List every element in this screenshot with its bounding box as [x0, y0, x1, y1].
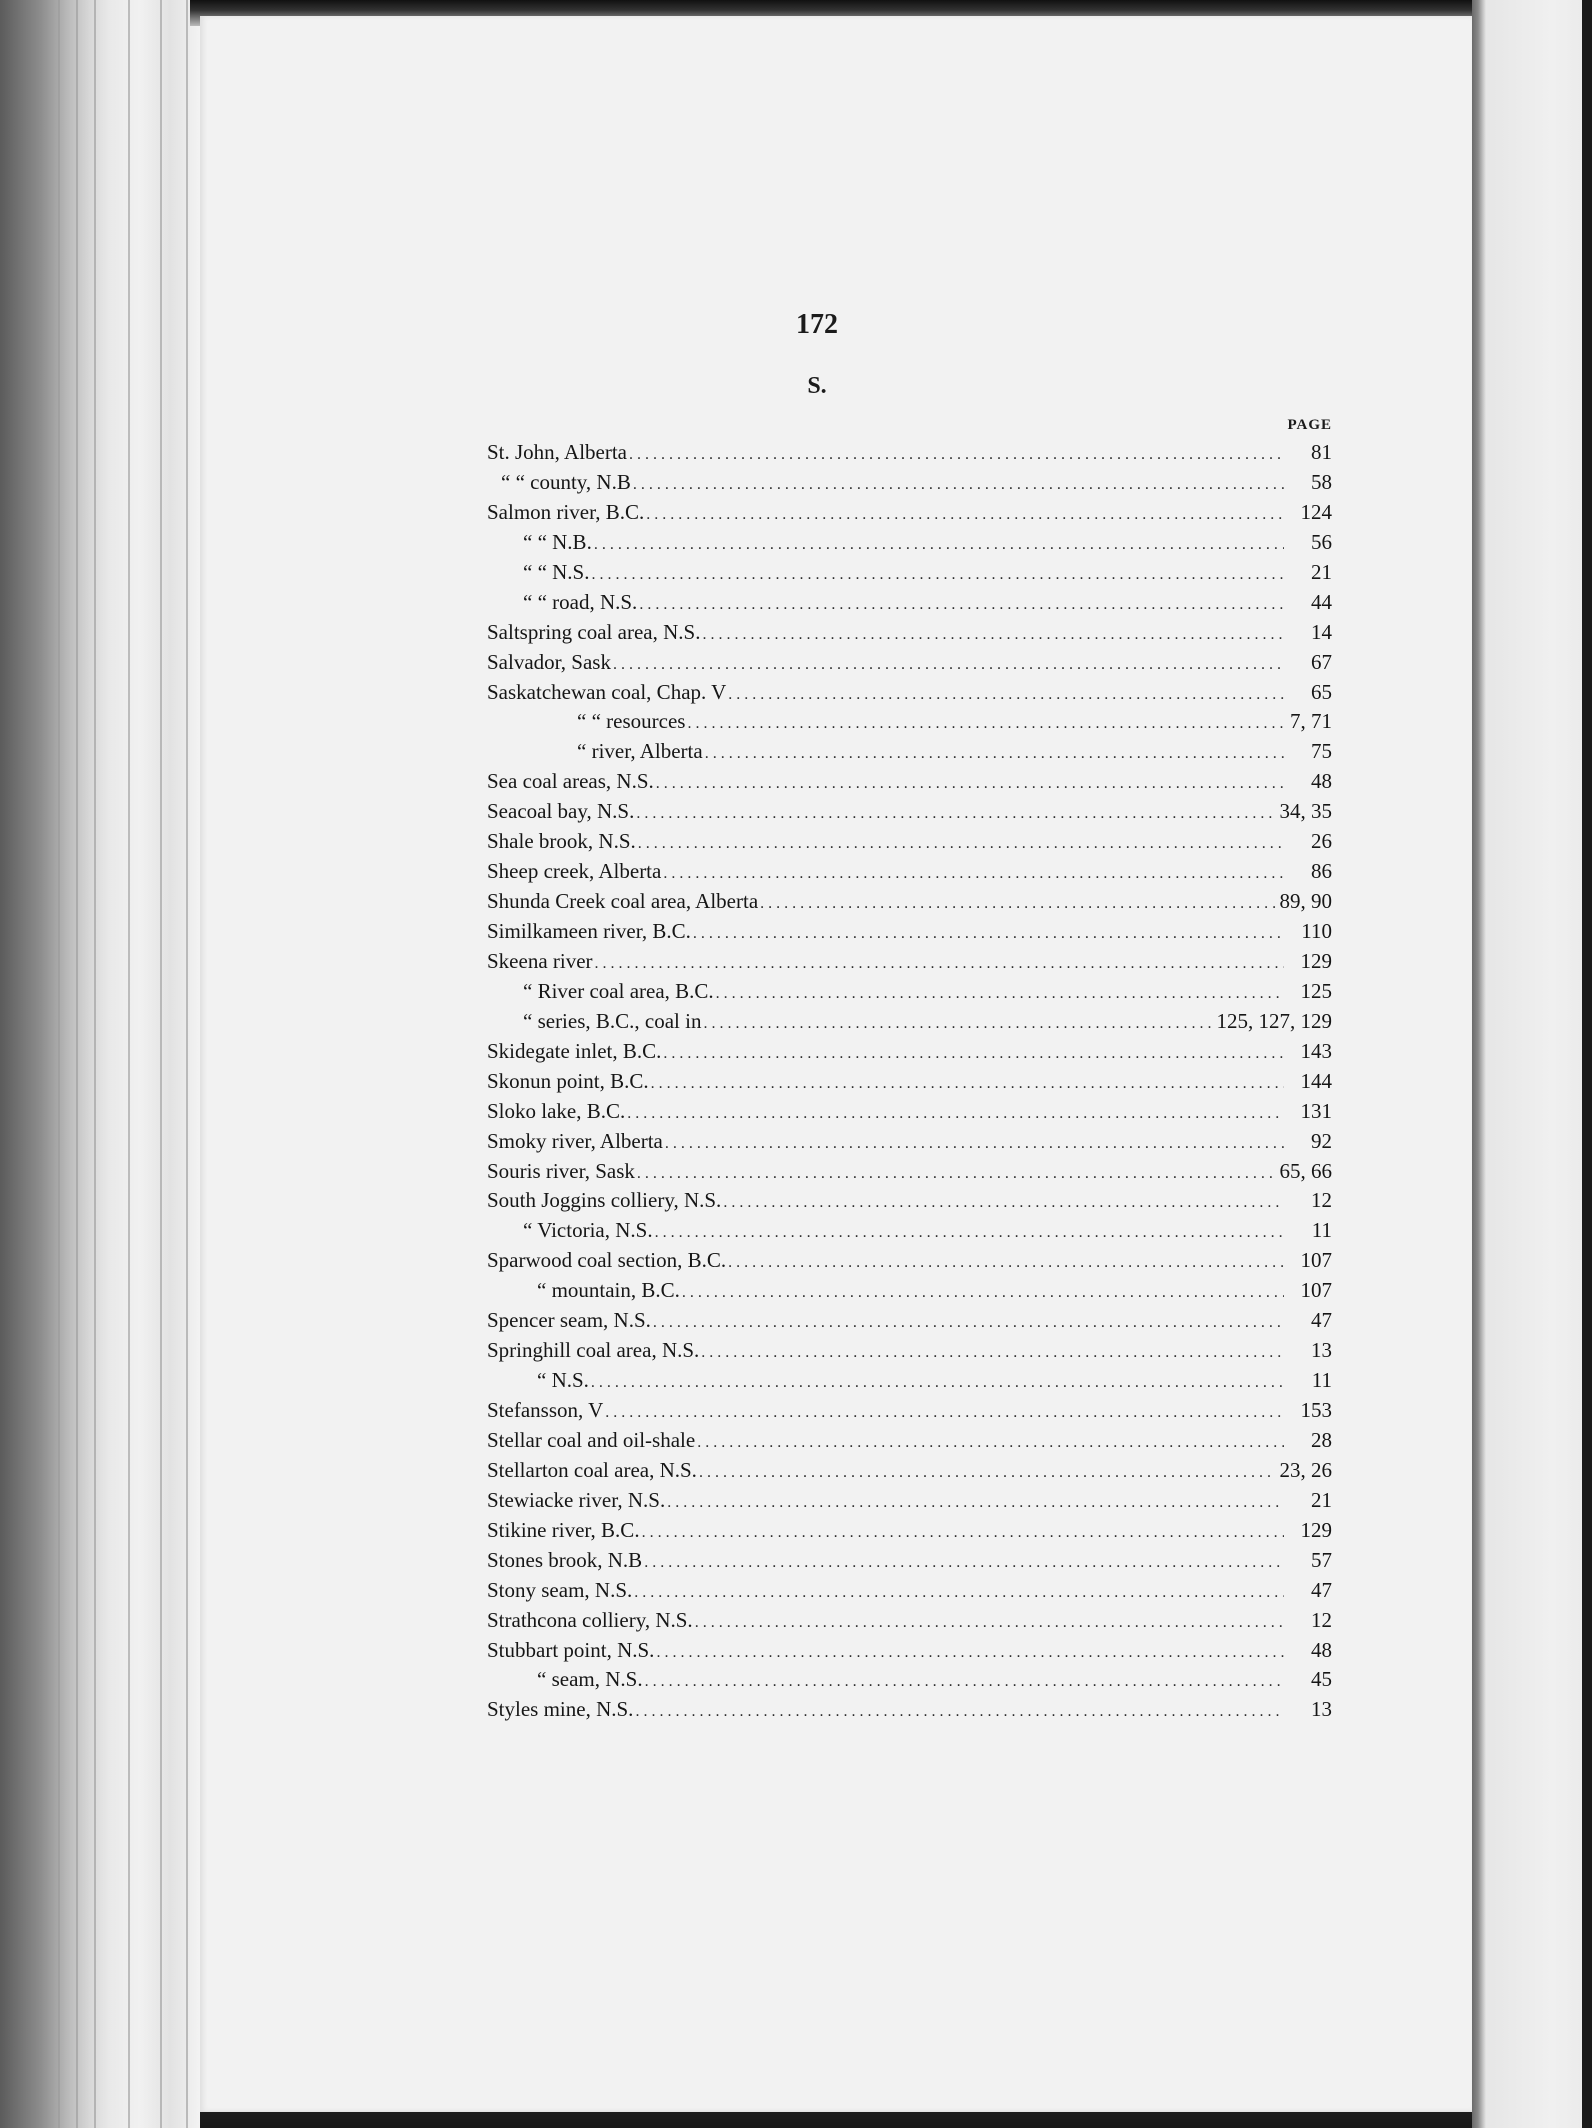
- index-entry: [487, 1426, 1332, 1456]
- entry-label: “ River coal area, B.C.: [523, 978, 714, 1003]
- entry-label: “ “ N.B.: [523, 529, 592, 554]
- dot-leader: [613, 650, 1284, 680]
- index-entry: [487, 1456, 1332, 1486]
- entry-page-numbers: 81: [1311, 440, 1332, 464]
- dot-leader: [646, 500, 1284, 530]
- entry-page-numbers: 92: [1311, 1128, 1332, 1153]
- dot-leader: [635, 1697, 1284, 1727]
- dot-leader: [637, 1159, 1276, 1189]
- page-bottom-shadow: [200, 2110, 1472, 2128]
- entry-page-numbers: 131: [1300, 1098, 1332, 1123]
- dot-leader: [702, 620, 1284, 650]
- entry-page-numbers: 7, 71: [1290, 709, 1332, 734]
- entry-page-numbers: 58: [1311, 469, 1332, 494]
- entry-label: Seacoal bay, N.S.: [487, 799, 635, 824]
- dot-leader: [653, 1308, 1284, 1338]
- entry-label: South Joggins colliery, N.S.: [487, 1188, 722, 1213]
- index-entry: [487, 438, 1332, 468]
- index-entry: [487, 1366, 1332, 1396]
- dot-leader: [629, 440, 1284, 470]
- entry-page-numbers: 14: [1311, 619, 1332, 644]
- dot-leader: [642, 1518, 1284, 1548]
- index-entry: [487, 678, 1332, 708]
- index-entry: [487, 1606, 1332, 1636]
- dot-leader: [705, 739, 1284, 769]
- entry-label: Stony seam, N.S.: [487, 1577, 633, 1602]
- dot-leader: [656, 769, 1284, 799]
- index-entry: [487, 827, 1332, 857]
- index-entry: [487, 1127, 1332, 1157]
- entry-label: Springhill coal area, N.S.: [487, 1338, 700, 1363]
- dot-leader: [728, 680, 1284, 710]
- page-number: 172: [796, 309, 838, 340]
- entry-page-numbers: 13: [1311, 1697, 1332, 1722]
- dot-leader: [592, 560, 1285, 590]
- entry-label: “ “ N.S.: [523, 559, 590, 584]
- entry-label: Skidegate inlet, B.C.: [487, 1038, 662, 1063]
- page-edge-line: [160, 0, 162, 2128]
- entry-page-numbers: 67: [1311, 649, 1332, 674]
- entry-page-numbers: 57: [1311, 1547, 1332, 1572]
- dot-leader: [638, 829, 1284, 859]
- entry-page-numbers: 12: [1311, 1607, 1332, 1632]
- entry-page-numbers: 129: [1300, 1517, 1332, 1542]
- entry-label: Sparwood coal section, B.C.: [487, 1248, 727, 1273]
- entry-page-numbers: 153: [1300, 1398, 1332, 1422]
- entry-page-numbers: 107: [1300, 1248, 1332, 1273]
- dot-leader: [645, 1667, 1284, 1697]
- entry-label: Stones brook, N.B: [487, 1547, 643, 1572]
- page-edge-line: [94, 0, 96, 2128]
- dot-leader: [665, 1129, 1284, 1159]
- entry-label: Styles mine, N.S.: [487, 1697, 634, 1722]
- entry-page-numbers: 47: [1311, 1577, 1332, 1602]
- dot-leader: [716, 979, 1284, 1009]
- dot-leader: [682, 1278, 1284, 1308]
- index-entry: [487, 1636, 1332, 1666]
- entry-label: “ seam, N.S.: [537, 1667, 643, 1692]
- entry-page-numbers: 65, 66: [1279, 1158, 1332, 1183]
- entry-label: Stellar coal and oil-shale: [487, 1427, 696, 1452]
- index-entry: [487, 1516, 1332, 1546]
- index-entry: [487, 1157, 1332, 1187]
- entry-label: “ “ resources: [577, 709, 686, 734]
- index-entry: [487, 1336, 1332, 1366]
- index-entry: [487, 1007, 1332, 1037]
- entry-page-numbers: 129: [1300, 948, 1332, 973]
- index-entry: [487, 558, 1332, 588]
- index-entry: [487, 528, 1332, 558]
- entry-page-numbers: 12: [1311, 1188, 1332, 1213]
- index-entry: [487, 1037, 1332, 1067]
- index-entry: [487, 1665, 1332, 1695]
- entry-page-numbers: 75: [1311, 739, 1332, 764]
- dot-leader: [636, 799, 1275, 829]
- section-heading: S.: [807, 373, 827, 399]
- dot-leader: [723, 1188, 1284, 1218]
- index-entry: [487, 498, 1332, 528]
- entry-label: Spencer seam, N.S.: [487, 1308, 651, 1333]
- entry-page-numbers: 65: [1311, 679, 1332, 704]
- entry-label: St. John, Alberta: [487, 440, 627, 464]
- dot-leader: [697, 1428, 1284, 1458]
- index-entry: [487, 1067, 1332, 1097]
- entry-label: Skonun point, B.C.: [487, 1068, 649, 1093]
- entry-label: Shunda Creek coal area, Alberta: [487, 889, 759, 914]
- entry-page-numbers: 11: [1311, 1218, 1332, 1243]
- entry-label: Sloko lake, B.C.: [487, 1098, 626, 1123]
- dot-leader: [594, 530, 1284, 560]
- index-entry: [487, 1546, 1332, 1576]
- dot-leader: [663, 1039, 1284, 1069]
- index-entry: [487, 1486, 1332, 1516]
- entry-label: Stellarton coal area, N.S.: [487, 1457, 697, 1482]
- entry-label: Stefansson, V: [487, 1398, 604, 1422]
- dot-leader: [655, 1218, 1284, 1248]
- entry-label: Saltspring coal area, N.S.: [487, 619, 701, 644]
- entry-page-numbers: 28: [1311, 1427, 1332, 1452]
- dot-leader: [703, 1009, 1212, 1039]
- dot-leader: [633, 470, 1284, 500]
- index-entry: [487, 618, 1332, 648]
- entry-label: Sea coal areas, N.S.: [487, 769, 654, 794]
- index-entry: [487, 1186, 1332, 1216]
- book-spine-right: [1472, 0, 1592, 2128]
- entry-page-numbers: 23, 26: [1279, 1457, 1332, 1482]
- entry-page-numbers: 125, 127, 129: [1216, 1008, 1332, 1033]
- dot-leader: [699, 1458, 1276, 1488]
- entry-label: Stikine river, B.C.: [487, 1517, 640, 1542]
- entry-page-numbers: 48: [1311, 1637, 1332, 1662]
- dot-leader: [701, 1338, 1284, 1368]
- entry-page-numbers: 124: [1300, 499, 1332, 524]
- entry-page-numbers: 13: [1311, 1338, 1332, 1363]
- index-entry: [487, 1097, 1332, 1127]
- index-entry: [487, 1695, 1332, 1725]
- entry-page-numbers: 47: [1311, 1308, 1332, 1333]
- page-column-header: PAGE: [1287, 417, 1332, 433]
- entry-page-numbers: 45: [1311, 1667, 1332, 1692]
- entry-label: “ “ county, N.B: [501, 469, 631, 494]
- entry-label: Stubbart point, N.S.: [487, 1637, 655, 1662]
- entry-label: Similkameen river, B.C.: [487, 919, 691, 943]
- index-entry: [487, 887, 1332, 917]
- entry-page-numbers: 34, 35: [1279, 799, 1332, 824]
- index-entry: [487, 1306, 1332, 1336]
- dot-leader: [693, 919, 1284, 949]
- index-entry: [487, 737, 1332, 767]
- entry-page-numbers: 44: [1311, 589, 1332, 614]
- index-entry: [487, 857, 1332, 887]
- index-entry: [487, 1216, 1332, 1246]
- entry-page-numbers: 21: [1311, 1487, 1332, 1512]
- entry-label: “ N.S.: [537, 1368, 589, 1393]
- entry-label: Strathcona colliery, N.S.: [487, 1607, 693, 1632]
- dot-leader: [656, 1638, 1284, 1668]
- entry-page-numbers: 107: [1300, 1278, 1332, 1303]
- entry-page-numbers: 26: [1311, 829, 1332, 854]
- entry-label: Salmon river, B.C.: [487, 499, 645, 524]
- entry-label: Stewiacke river, N.S.: [487, 1487, 666, 1512]
- dot-leader: [663, 859, 1284, 889]
- dot-leader: [627, 1099, 1284, 1129]
- page-edge-line: [76, 0, 78, 2128]
- book-page-edges-left: [0, 0, 200, 2128]
- dot-leader: [687, 709, 1284, 739]
- index-entry: [487, 707, 1332, 737]
- dot-leader: [639, 590, 1284, 620]
- dot-leader: [634, 1578, 1284, 1608]
- book-page: [200, 16, 1472, 2112]
- dot-leader: [695, 1608, 1284, 1638]
- entry-label: “ Victoria, N.S.: [523, 1218, 653, 1243]
- index-entry: [487, 588, 1332, 618]
- entry-page-numbers: 110: [1301, 919, 1332, 943]
- entry-label: Sheep creek, Alberta: [487, 859, 662, 884]
- entry-label: Skeena river: [487, 948, 593, 973]
- entry-label: “ series, B.C., coal in: [523, 1008, 702, 1033]
- page-edge-line: [58, 0, 60, 2128]
- entry-page-numbers: 89, 90: [1279, 889, 1332, 914]
- entry-page-numbers: 56: [1311, 529, 1332, 554]
- index-entry: [487, 767, 1332, 797]
- dot-leader: [644, 1548, 1284, 1578]
- index-entry: [487, 797, 1332, 827]
- entry-label: “ river, Alberta: [577, 739, 703, 764]
- entry-label: Salvador, Sask: [487, 649, 611, 674]
- scan-border: [1582, 0, 1592, 2128]
- entry-page-numbers: 86: [1311, 859, 1332, 884]
- entry-page-numbers: 125: [1300, 978, 1332, 1003]
- index-entry: [487, 1246, 1332, 1276]
- dot-leader: [760, 889, 1275, 919]
- dot-leader: [728, 1248, 1284, 1278]
- index-entries: [487, 438, 1332, 1725]
- dot-leader: [605, 1398, 1284, 1428]
- entry-label: Saskatchewan coal, Chap. V: [487, 679, 727, 704]
- index-entry: [487, 1276, 1332, 1306]
- page-edge-line: [128, 0, 130, 2128]
- entry-label: Souris river, Sask: [487, 1158, 635, 1183]
- index-entry: [487, 917, 1332, 947]
- entry-page-numbers: 21: [1311, 559, 1332, 584]
- entry-label: “ mountain, B.C.: [537, 1278, 680, 1303]
- index-entry: [487, 947, 1332, 977]
- entry-page-numbers: 11: [1311, 1368, 1332, 1393]
- dot-leader: [651, 1069, 1284, 1099]
- index-entry: [487, 1576, 1332, 1606]
- index-list: [487, 412, 1332, 1725]
- entry-label: “ “ road, N.S.: [523, 589, 638, 614]
- dot-leader: [667, 1488, 1284, 1518]
- dot-leader: [595, 949, 1284, 979]
- index-entry: [487, 648, 1332, 678]
- index-entry: [487, 468, 1332, 498]
- index-entry: [487, 977, 1332, 1007]
- entry-page-numbers: 143: [1300, 1038, 1332, 1063]
- dot-leader: [591, 1368, 1284, 1398]
- entry-label: Smoky river, Alberta: [487, 1128, 663, 1153]
- entry-label: Shale brook, N.S.: [487, 829, 636, 854]
- index-entry: [487, 1396, 1332, 1426]
- entry-page-numbers: 144: [1300, 1068, 1332, 1093]
- entry-page-numbers: 48: [1311, 769, 1332, 794]
